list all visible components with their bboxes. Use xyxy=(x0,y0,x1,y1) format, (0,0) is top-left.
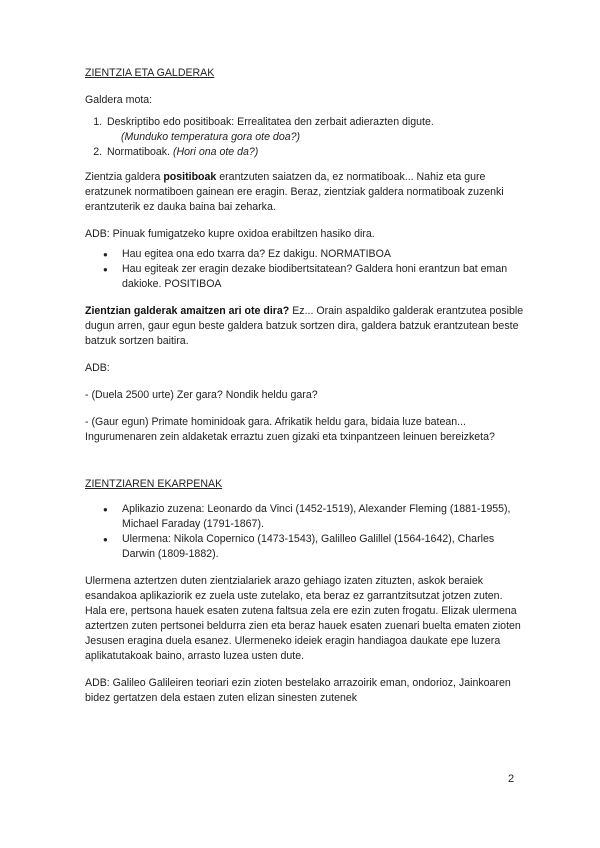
example-answer: - (Gaur egun) Primate hominidoak gara. Afrikatik heldu gara, bidaia luze batean... Ingurumenaren zein aldaketak erraztu zuen gizaki eta txinpantzeen leinuen bereizketa? xyxy=(85,416,495,443)
bullet-list xyxy=(85,502,525,562)
list-item: ● Hau egitea ona edo txarra da? Ez dakigu. NORMATIBOA xyxy=(115,247,525,262)
question-types-list xyxy=(85,115,525,160)
text-span: Ez... Orain aspaldiko galderak erantzutea posible dugun arren, gaur egun beste galdera batzuk sortzen dira, galdera batzuk erantzutean beste batzuk sortzen baitira. xyxy=(85,305,524,347)
page-number: 2 xyxy=(508,773,515,785)
paragraph xyxy=(85,170,525,215)
paragraph: Ulermena aztertzen duten zientzialariek arazo gehiago izaten zituzten, askok beraiek esandakoa aplikaziorik ez zuela uste zutelako, eta beraz ez garrantzitsutzat jotzen zuten. Hala ere, pertsona hauek esaten zutena faltsua zela ere ezin zuten frogatu. Elizak ulermena aztertzen zuten pertsonei beldurra zien eta beraz hauek esaten zuenari buelta ematen zioten Jesusen eragina duela esanez. Ulermeneko ideiek eragin handiagoa daukate epe luzera aplikatutakoak baino, arrasto luzea usten dute. xyxy=(85,575,521,662)
example-label: ADB: xyxy=(85,362,110,374)
document-page xyxy=(85,66,525,706)
type-example: (Munduko temperatura gora ote doa?) xyxy=(121,131,301,143)
paragraph: ADB: Galileo Galileiren teoriari ezin zioten bestelako arrazoirik eman, ondorioz, Jainkoaren bidez gertatzen dela estaen zuten elizan sinesten zutenek xyxy=(85,677,511,704)
section-heading-zientzia: ZIENTZIA ETA GALDERAK xyxy=(85,67,215,79)
bullet-list xyxy=(85,247,525,292)
list-item xyxy=(105,115,525,145)
bold-text: Zientzian galderak amaitzen ari ote dira? xyxy=(85,305,290,317)
spacer xyxy=(85,445,525,466)
type-example: (Hori ona ote da?) xyxy=(172,146,259,158)
type-text: Normatiboak. xyxy=(107,146,170,158)
list-item: ● Hau egiteak zer eragin dezake biodibertsitatean? Galdera honi erantzun bat eman dakioke. POSITIBOA xyxy=(115,262,525,292)
section-heading-ekarpenak: ZIENTZIAREN EKARPENAK xyxy=(85,478,223,490)
list-item: ● Ulermena: Nikola Copernico (1473-1543), Galilleo Galillel (1564-1642), Charles Darwin (1809-1882). xyxy=(115,532,525,562)
list-item xyxy=(105,145,525,160)
text-span: erantzuten saiatzen da, ez normatiboak... Nahiz eta gure eratzunek normatiboen gainean ere eragin. Beraz, zientziak galdera normatiboak zuzenki erantzuterik ez dauka baina bai zeharka. xyxy=(85,171,504,213)
list-item: ● Aplikazio zuzena: Leonardo da Vinci (1452-1519), Alexander Fleming (1881-1955), Michael Faraday (1791-1867). xyxy=(115,502,525,532)
paragraph xyxy=(85,304,525,349)
bold-text: positiboak xyxy=(163,171,217,183)
types-label: Galdera mota: xyxy=(85,94,153,106)
type-text: Deskriptibo edo positiboak: Errealitatea den zerbait adierazten digute. xyxy=(107,116,434,128)
example-label: ADB: Pinuak fumigatzeko kupre oxidoa erabiltzen hasiko dira. xyxy=(85,228,375,240)
example-question: - (Duela 2500 urte) Zer gara? Nondik heldu gara? xyxy=(85,389,318,401)
text-span: Zientzia galdera xyxy=(85,171,164,183)
